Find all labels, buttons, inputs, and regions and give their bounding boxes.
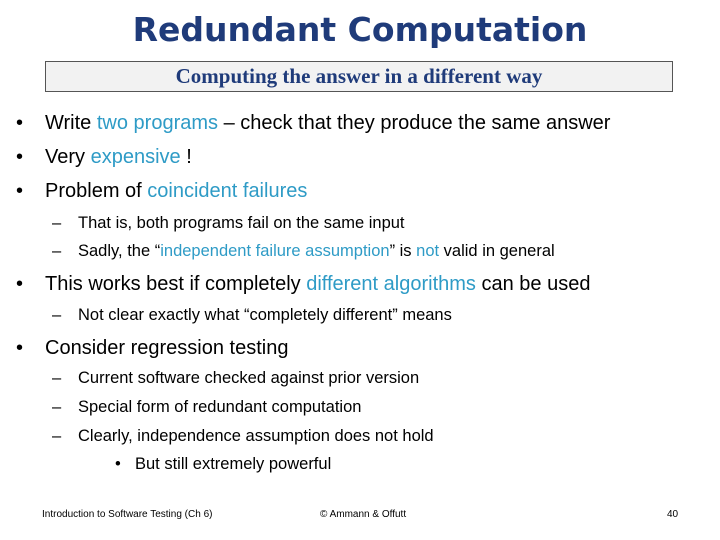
- sub-sub-bullet-text: But still extremely powerful: [135, 455, 332, 473]
- footer-course-label: Introduction to Software Testing (Ch 6): [42, 509, 213, 520]
- sub-bullet-not-clear: [52, 306, 452, 325]
- bullet-different-algorithms: [16, 273, 590, 296]
- dash-icon: –: [52, 306, 62, 324]
- sub-bullet-independent-failure: [52, 242, 555, 261]
- highlight-text: coincident failures: [147, 180, 308, 202]
- subtitle-box: [45, 61, 673, 92]
- highlight-text: two programs: [96, 112, 219, 134]
- sub-bullet-independence: [52, 427, 434, 446]
- bullet-text: Very: [45, 146, 91, 168]
- slide-title: Redundant Computation: [132, 10, 588, 49]
- sub-bullet-special-form: [52, 398, 361, 417]
- dash-icon: –: [52, 369, 62, 387]
- sub-bullet-text: Current software checked against prior version: [78, 369, 420, 387]
- sub-bullet-same-input: [52, 214, 405, 233]
- subtitle-text: Computing the answer in a different way: [175, 64, 543, 88]
- sub-bullet-text: Clearly, independence assumption does not hold: [78, 427, 434, 445]
- sub-bullet-text: Sadly, the “: [78, 242, 161, 260]
- bullet-coincident-failures: [16, 180, 307, 203]
- dash-icon: –: [52, 242, 62, 260]
- sub-bullet-current-software: [52, 369, 419, 388]
- dash-icon: –: [52, 427, 62, 445]
- bullet-icon: •: [16, 273, 24, 295]
- footer-page-number: 40: [667, 509, 679, 520]
- bullet-text: !: [180, 146, 192, 168]
- sub-bullet-text: ” is: [389, 242, 417, 260]
- highlight-text: independent failure assumption: [160, 242, 390, 260]
- highlight-text: different algorithms: [306, 273, 476, 295]
- bullet-text: Problem of: [45, 180, 148, 202]
- highlight-text: expensive: [90, 146, 181, 168]
- sub-bullet-text: valid in general: [439, 242, 555, 260]
- bullet-text: Write: [45, 112, 97, 134]
- bullet-text: can be used: [475, 273, 591, 295]
- sub-sub-bullet-powerful: [115, 455, 331, 474]
- bullet-text: This works best if completely: [45, 273, 307, 295]
- bullet-icon: •: [16, 180, 24, 202]
- bullet-icon: •: [115, 455, 121, 473]
- bullet-icon: •: [16, 146, 24, 168]
- sub-bullet-text: Not clear exactly what “completely different” means: [78, 306, 452, 324]
- footer-copyright: © Ammann & Offutt: [320, 509, 407, 520]
- bullet-two-programs: [16, 112, 610, 135]
- bullet-expensive: [16, 146, 192, 169]
- sub-bullet-text: That is, both programs fail on the same input: [78, 214, 405, 232]
- sub-bullet-text: Special form of redundant computation: [78, 398, 362, 416]
- dash-icon: –: [52, 214, 62, 232]
- highlight-text: not: [416, 242, 440, 260]
- bullet-text: Consider regression testing: [45, 337, 289, 359]
- bullet-icon: •: [16, 112, 24, 134]
- dash-icon: –: [52, 398, 62, 416]
- bullet-icon: •: [16, 337, 24, 359]
- bullet-regression-testing: [16, 337, 288, 360]
- bullet-text: – check that they produce the same answer: [218, 112, 611, 134]
